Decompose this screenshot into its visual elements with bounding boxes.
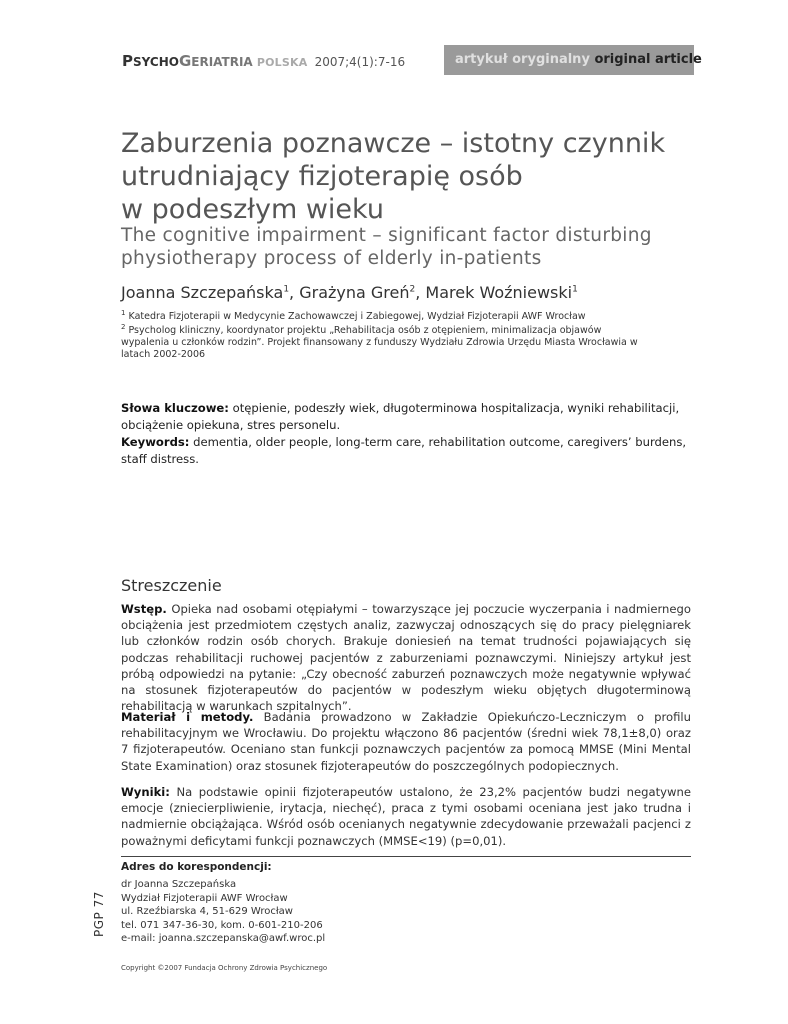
subtitle-line: The cognitive impairment – significant factor disturbing (121, 225, 652, 246)
address-line: dr Joanna Szczepańska (121, 879, 237, 890)
abstract-results (121, 784, 691, 849)
author-name: Grażyna Greń (299, 283, 410, 302)
affiliation-mark: 2 (121, 323, 126, 331)
affiliation-text: Katedra Fizjoterapii w Medycynie Zachowawczej i Zabiegowej, Wydział Fizjoterapii AWF Wrocław (128, 311, 586, 323)
title-line: utrudniający fizjoterapię osób (121, 161, 523, 192)
paragraph-label: Materiał i metody. (121, 710, 254, 724)
address-line: Wydział Fizjoterapii AWF Wrocław (121, 892, 288, 904)
affiliation-text: Psycholog kliniczny, koordynator projektu „Rehabilitacja osób z otępieniem, minimalizacja objawów wypalenia u członków rodzin”. Projekt finansowany z funduszy Wydziału Zdrowia Urzędu Miasta Wrocławia w latach 2002-2006 (121, 325, 638, 361)
email-link[interactable]: e-mail: joanna.szczepanska@awf.wroc.pl (121, 933, 326, 944)
correspondence-address (121, 878, 325, 946)
article-type-en: original article (594, 52, 702, 67)
paragraph-label: Wyniki: (121, 785, 170, 799)
paragraph-label: Wstęp. (121, 602, 167, 616)
keywords-en (121, 434, 691, 468)
journal-name-p: P (122, 52, 133, 70)
copyright-notice: Copyright ©2007 Fundacja Ochrony Zdrowia Psychicznego (121, 964, 328, 972)
abstract-methods (121, 709, 691, 774)
journal-name-g: G (178, 52, 192, 70)
title-line: w podeszłym wieku (121, 194, 384, 225)
author-affiliation-mark: 1 (572, 284, 578, 295)
abstract-introduction (121, 601, 691, 714)
author-affiliation-mark: 1 (283, 284, 290, 295)
keywords-pl-label: Słowa kluczowe: (121, 401, 229, 415)
author-name: Joanna Szczepańska (121, 283, 284, 302)
keywords-en-text: dementia, older people, long-term care, rehabilitation outcome, caregivers’ burdens, staff distress. (121, 435, 687, 466)
paragraph-text: Na podstawie opinii fizjoterapeutów ustalono, że 23,2% pacjentów budzi negatywne emocje (zniecierpliwienie, irytacja, niechęć), praca z tymi osobami oceniana jest jako trudna i nadmiernie obciążająca. Wśród osób ocenianych negatywnie zdecydowanie przeważali pacjenci z poważnymi deficytami funkcji poznawczych (MMSE<19) (p=0,01). (121, 785, 691, 848)
paragraph-text: Opieka nad osobami otępiałymi – towarzyszące jej poczucie wyczerpania i nadmiernego obciążenia jest przedmiotem częstych analiz, zazwyczaj odnoszących się do pracy pielęgniarek lub członków rodzin osób chorych. Brakuje doniesień na temat trudności pojawiających się podczas rehabilitacji ruchowej pacjentów z zaburzeniami poznawczymi. Niniejszy artykuł jest próbą odpowiedzi na pytanie: „Czy obecność zaburzeń poznawczych może negatywnie wpływać na stosunek fizjoterapeutów do pacjentów w podeszłym wieku objętych długoterminową rehabilitacją w warunkach szpitalnych”. (121, 602, 691, 714)
correspondence-divider (121, 856, 691, 857)
page-marker: PGP 77 (92, 891, 106, 937)
affiliation-mark: 1 (121, 309, 126, 317)
journal-name-polska: POLSKA (256, 56, 308, 69)
article-type-pl: artykuł oryginalny (455, 52, 590, 67)
title-line: Zaburzenia poznawcze – istotny czynnik (121, 128, 666, 159)
journal-header (122, 52, 405, 70)
affiliation-2 (121, 321, 651, 361)
author-affiliation-mark: 2 (409, 284, 416, 295)
author-separator: , (415, 283, 426, 302)
keywords-pl (121, 400, 691, 434)
correspondence-heading: Adres do korespondencji: (121, 861, 272, 873)
author-name: Marek Woźniewski (425, 283, 573, 302)
article-title (121, 127, 681, 226)
abstract-heading: Streszczenie (121, 576, 222, 595)
paragraph-text: Badania prowadzono w Zakładzie Opiekuńczo-Leczniczym o profilu rehabilitacyjnym we Wrocławiu. Do projektu włączono 86 pacjentów (średni wiek 78,1±8,0) oraz 7 fizjoterapeutów. Oceniano stan funkcji poznawczych pacjentów za pomocą MMSE (Mini Mental State Examination) oraz stosunek fizjoterapeutów do poszczególnych podopiecznych. (121, 710, 691, 773)
article-subtitle (121, 224, 701, 270)
subtitle-line: physiotherapy process of elderly in-patients (121, 248, 542, 269)
author-list (121, 283, 578, 302)
address-line: ul. Rzeźbiarska 4, 51-629 Wrocław (121, 906, 293, 917)
journal-citation: 2007;4(1):7-16 (314, 55, 406, 69)
article-type-badge (444, 45, 702, 75)
author-separator: , (289, 283, 300, 302)
journal-name-sycho: SYCHO (133, 55, 179, 69)
journal-name-eriatria: ERIATRIA (191, 55, 253, 69)
keywords-en-label: Keywords: (121, 435, 190, 449)
keywords-pl-text: otępienie, podeszły wiek, długoterminowa hospitalizacja, wyniki rehabilitacji, obciążenie opiekuna, stres personelu. (121, 401, 680, 432)
address-line: tel. 071 347-36-30, kom. 0-601-210-206 (121, 919, 323, 931)
